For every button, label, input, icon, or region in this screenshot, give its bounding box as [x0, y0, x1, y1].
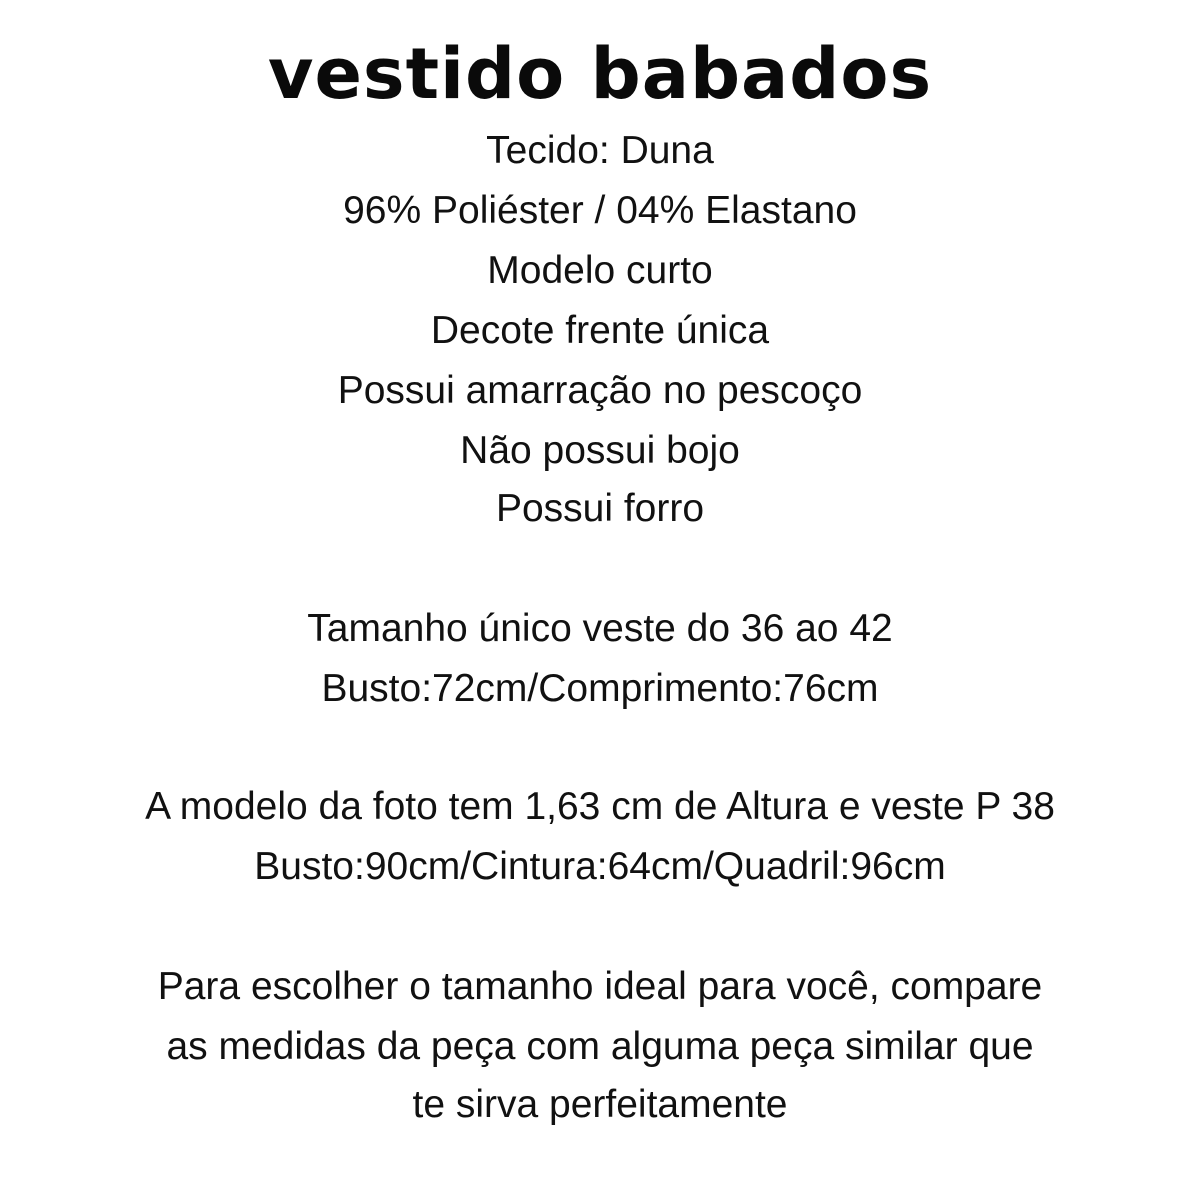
- model-height-text: A modelo da foto tem 1,63 cm de Altura e veste P 38: [145, 785, 1055, 828]
- product-title: vestido babados: [267, 33, 933, 115]
- garment-measures-text: Busto:72cm/Comprimento:76cm: [321, 667, 879, 710]
- composition-text: 96% Poliéster / 04% Elastano: [343, 189, 857, 232]
- fabric-text: Tecido: Duna: [486, 129, 714, 172]
- tie-text: Possui amarração no pescoço: [337, 369, 863, 412]
- model-measures-text: Busto:90cm/Cintura:64cm/Quadril:96cm: [254, 845, 946, 888]
- advice-line-3: te sirva perfeitamente: [412, 1083, 788, 1126]
- advice-line-1: Para escolher o tamanho ideal para você, compare: [157, 965, 1043, 1008]
- lining-text: Possui forro: [495, 487, 705, 530]
- model-text: Modelo curto: [487, 249, 713, 292]
- size-text: Tamanho único veste do 36 ao 42: [307, 607, 893, 650]
- neckline-text: Decote frente única: [430, 309, 770, 352]
- padding-text: Não possui bojo: [460, 429, 740, 472]
- advice-line-2: as medidas da peça com alguma peça similar que: [166, 1025, 1034, 1068]
